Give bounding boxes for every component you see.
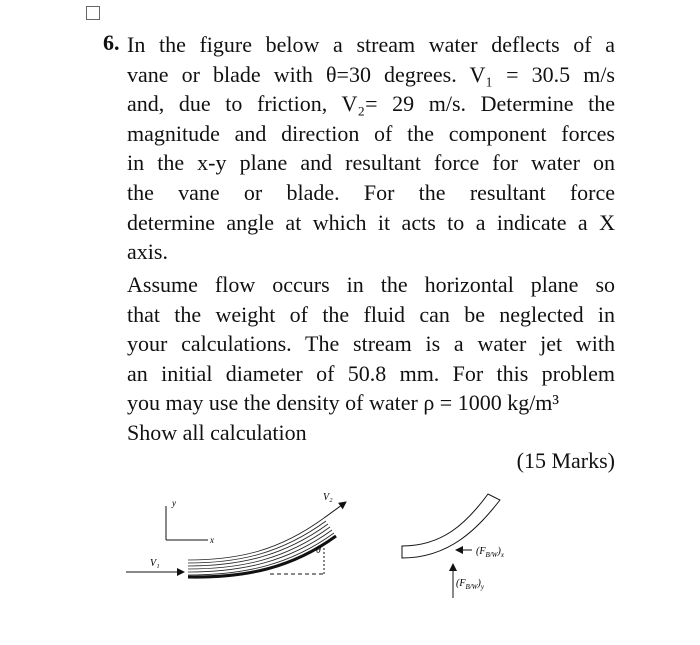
jet-streamlines: [188, 518, 334, 575]
text-line: vane or blade with θ=30 degrees. V₁ = 30.5 m/s: [127, 61, 615, 87]
v2-arrow: [324, 502, 346, 518]
text-line: you may use the density of water ρ = 1000 kg/m³: [127, 390, 560, 416]
text-line: an initial diameter of 50.8 mm. For this problem: [127, 360, 615, 386]
axis-x-label: x: [210, 535, 214, 545]
text-line: Assume flow occurs in the horizontal plane so: [127, 272, 615, 297]
text-line: that the weight of the fluid can be neglected in: [127, 301, 615, 327]
text-line: the vane or blade. For the resultant force: [127, 179, 615, 205]
text-line: axis.: [127, 239, 168, 265]
text-line: in the x-y plane and resultant force for water on: [127, 150, 615, 176]
select-checkbox[interactable]: [86, 6, 100, 20]
text-line: and, due to friction, V₂= 29 m/s. Determine the: [127, 91, 615, 117]
marks-label: (15 Marks): [516, 448, 615, 473]
vane-figure: [120, 488, 540, 618]
text-line: Show all calculation: [127, 419, 307, 445]
text-line: determine angle at which it acts to a indicate a X: [127, 209, 615, 235]
text-line: your calculations. The stream is a water jet with: [127, 331, 615, 357]
force-y-label: $(F_{B/W})_y$: [456, 578, 484, 591]
question-paragraph-2: [127, 270, 615, 448]
v1-label: V₁: [150, 558, 160, 569]
axes: [166, 498, 214, 545]
question-paragraph-1: [127, 30, 615, 267]
text-line: magnitude and direction of the component forces: [127, 120, 615, 146]
theta-label: θ: [316, 545, 321, 556]
force-x-label: $(F_{B/W})_x$: [476, 546, 504, 559]
question-number: 6.: [103, 30, 120, 55]
v2-label: V₂: [323, 492, 333, 503]
text-line: In the figure below a stream water deflects of a: [127, 32, 615, 57]
axis-y-label: y: [172, 498, 176, 508]
